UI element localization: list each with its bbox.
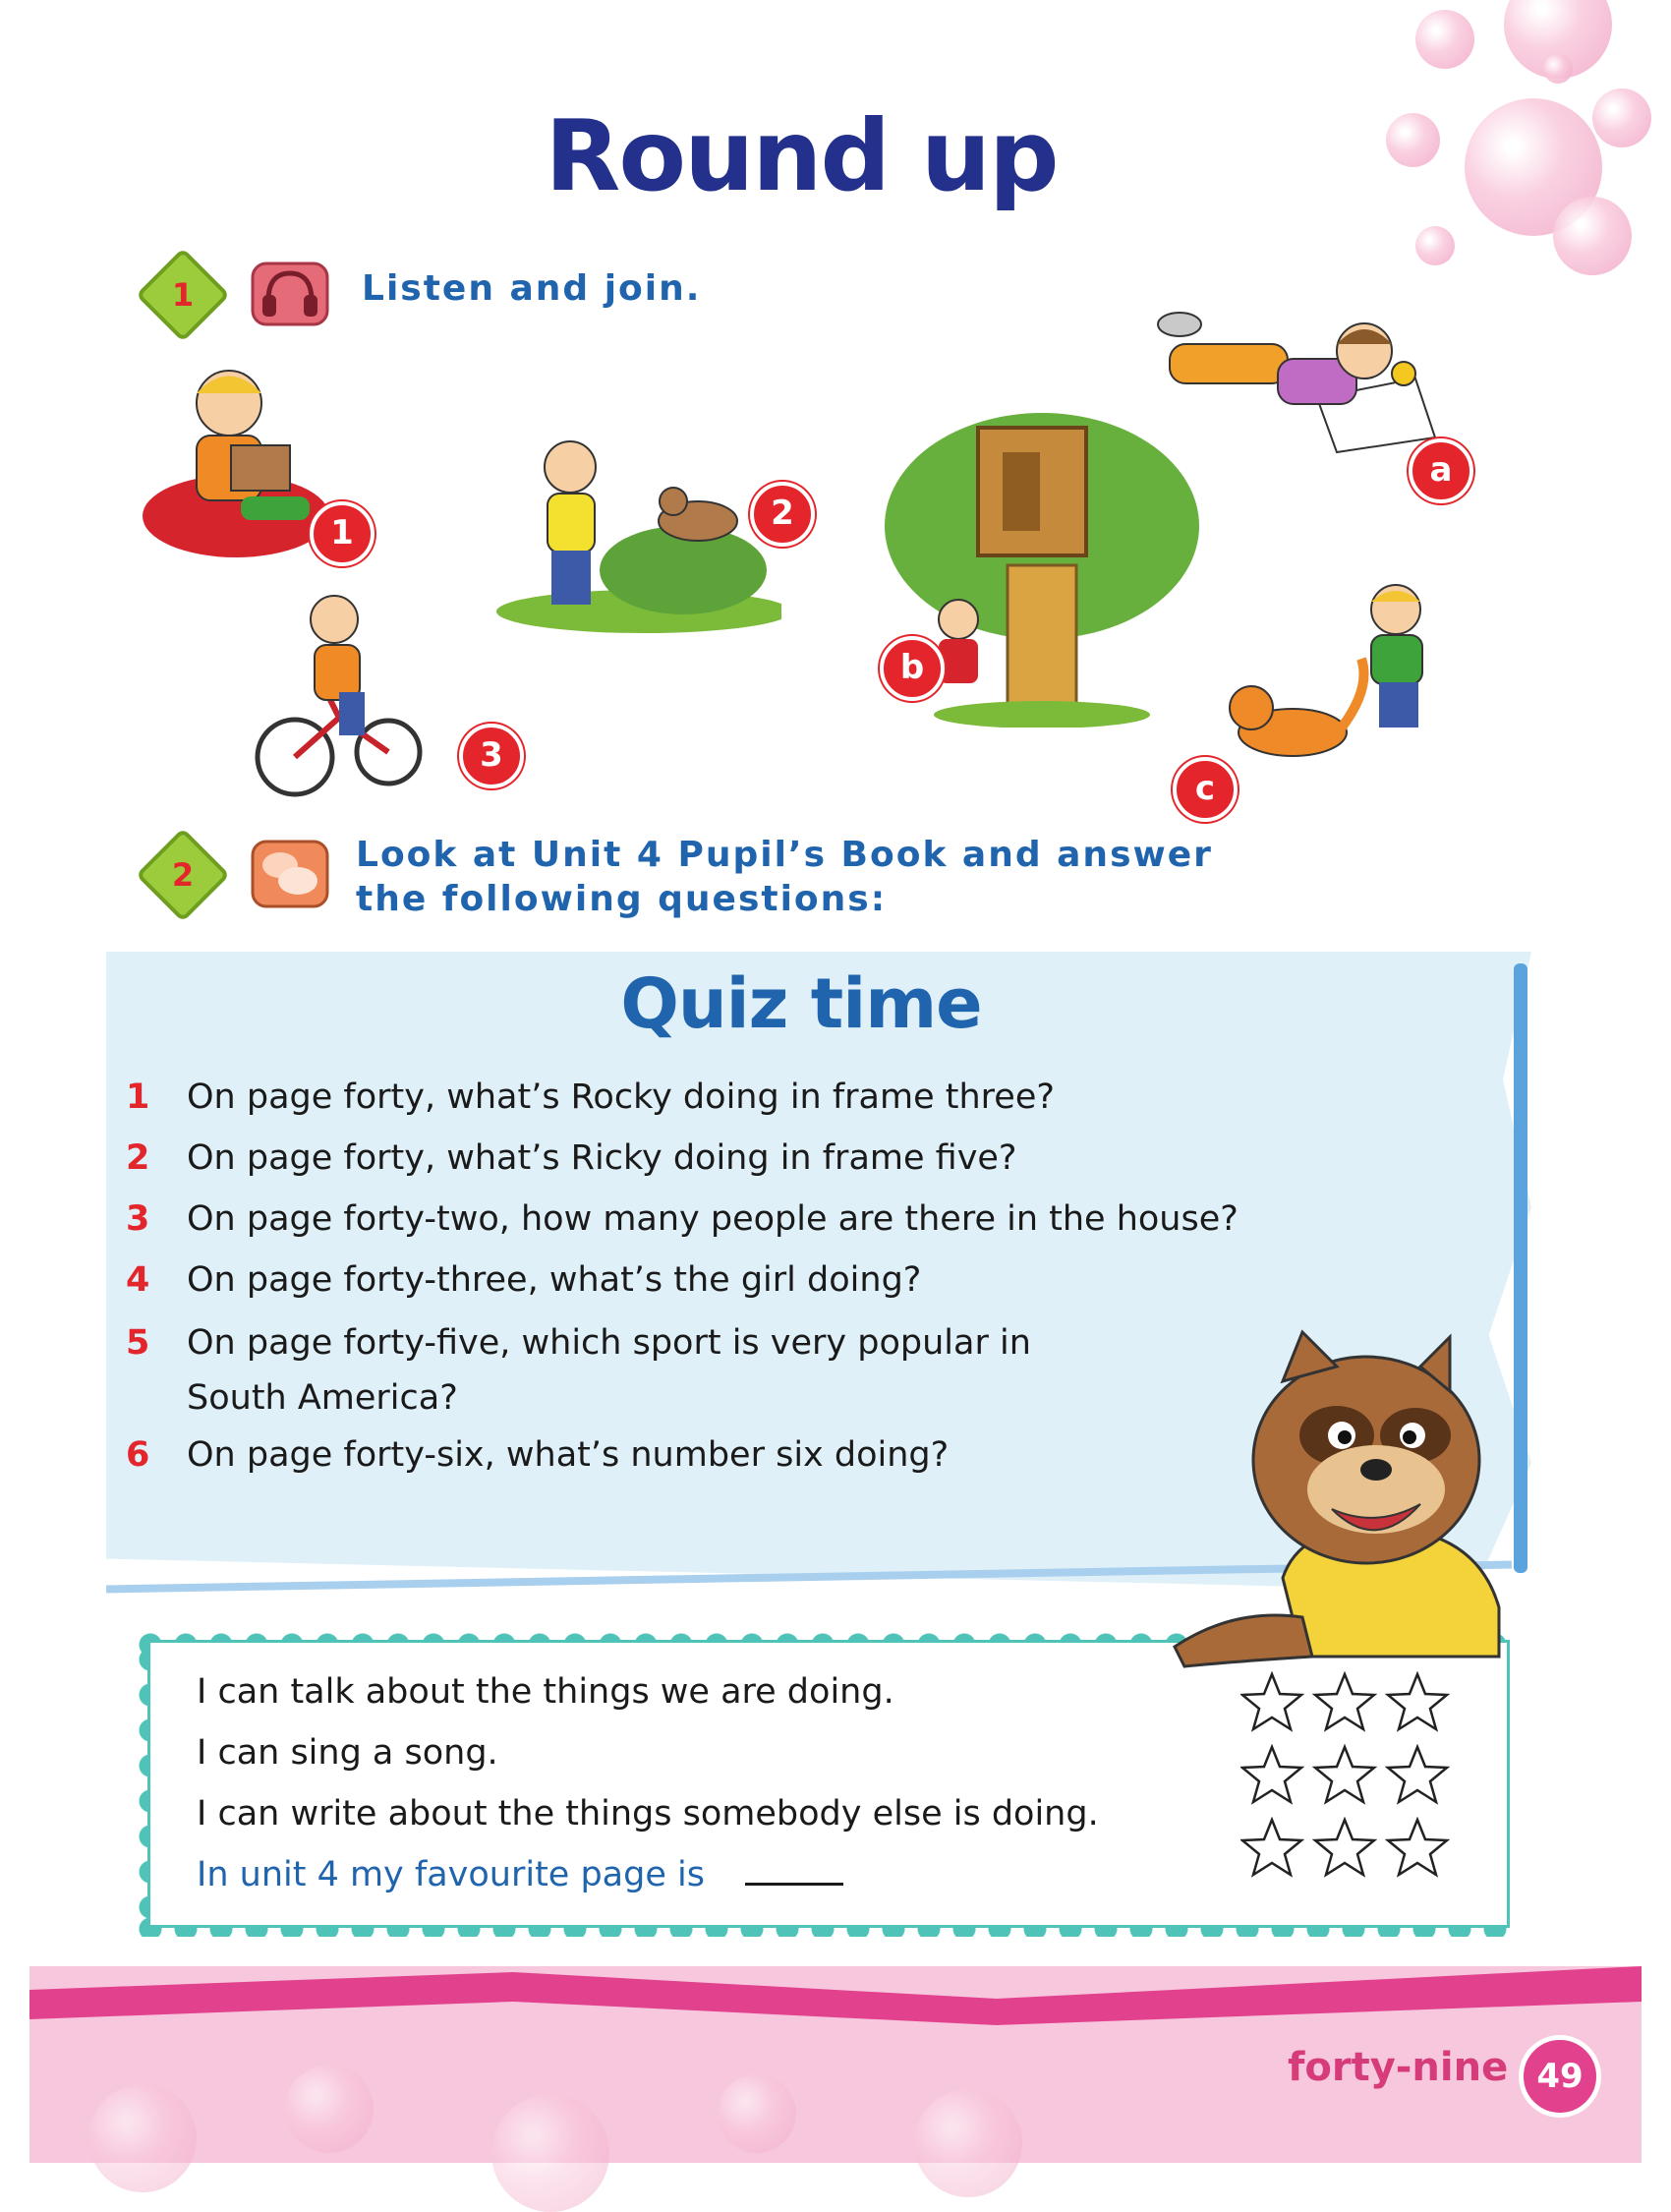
page-title: Round up (545, 98, 1058, 213)
page-number-word: forty-nine (1288, 2045, 1509, 2090)
star-outline-icon[interactable] (1315, 1747, 1374, 1802)
exercise2-instruction-line2: the following questions: (356, 879, 888, 919)
illustration-girl-cat (1224, 580, 1499, 801)
exercise-number-badge-2: 2 (136, 828, 230, 922)
can-do-statement: I can sing a song. (197, 1733, 498, 1773)
star-outline-icon[interactable] (1315, 1820, 1374, 1875)
match-letter-c: c (1173, 757, 1238, 822)
quiz-question: 3 On page forty-two, how many people are there in the house? (126, 1199, 1239, 1239)
quiz-question: 2 On page forty, what’s Ricky doing in frame five? (126, 1138, 1017, 1178)
match-number-2: 2 (750, 482, 815, 547)
exercise-number-badge: 1 (136, 248, 230, 342)
speech-bubble-icon (251, 838, 329, 910)
match-number-1: 1 (310, 501, 375, 566)
headphones-icon (251, 258, 329, 328)
quiz-question: 6 On page forty-six, what’s number six doing? (126, 1435, 950, 1475)
match-number-3: 3 (459, 724, 524, 788)
match-letter-a: a (1409, 438, 1473, 503)
footer-bubbles (29, 2045, 1209, 2163)
exercise1-instruction: Listen and join. (362, 268, 702, 309)
quiz-question-continued: South America? (187, 1378, 458, 1418)
mascot-raccoon (1155, 1322, 1538, 1696)
favourite-page-prompt: In unit 4 my favourite page is (197, 1844, 843, 1905)
illustration-boy-cycling (251, 590, 428, 801)
star-outline-icon[interactable] (1388, 1820, 1447, 1875)
can-do-statement: I can talk about the things we are doing. (197, 1672, 894, 1712)
illustration-girl-drawing (1150, 290, 1455, 457)
quiz-question: 4 On page forty-three, what’s the girl doing? (126, 1260, 922, 1300)
star-rating-grid (1240, 1666, 1457, 1883)
star-outline-icon[interactable] (1242, 1820, 1301, 1875)
star-outline-icon[interactable] (1388, 1747, 1447, 1802)
illustration-boy-dog (477, 433, 781, 634)
exercise2-instruction-line1: Look at Unit 4 Pupil’s Book and answer (356, 835, 1213, 875)
quiz-question: 1 On page forty, what’s Rocky doing in frame three? (126, 1077, 1055, 1117)
quiz-question: 5 On page forty-five, which sport is very popular in (126, 1323, 1031, 1363)
star-outline-icon[interactable] (1242, 1747, 1301, 1802)
quiz-title: Quiz time (620, 963, 982, 1044)
favourite-page-blank[interactable] (745, 1863, 843, 1886)
page-number-badge: 49 (1519, 2035, 1601, 2118)
match-letter-b: b (880, 636, 945, 701)
can-do-statement: I can write about the things somebody else is doing. (197, 1794, 1099, 1834)
